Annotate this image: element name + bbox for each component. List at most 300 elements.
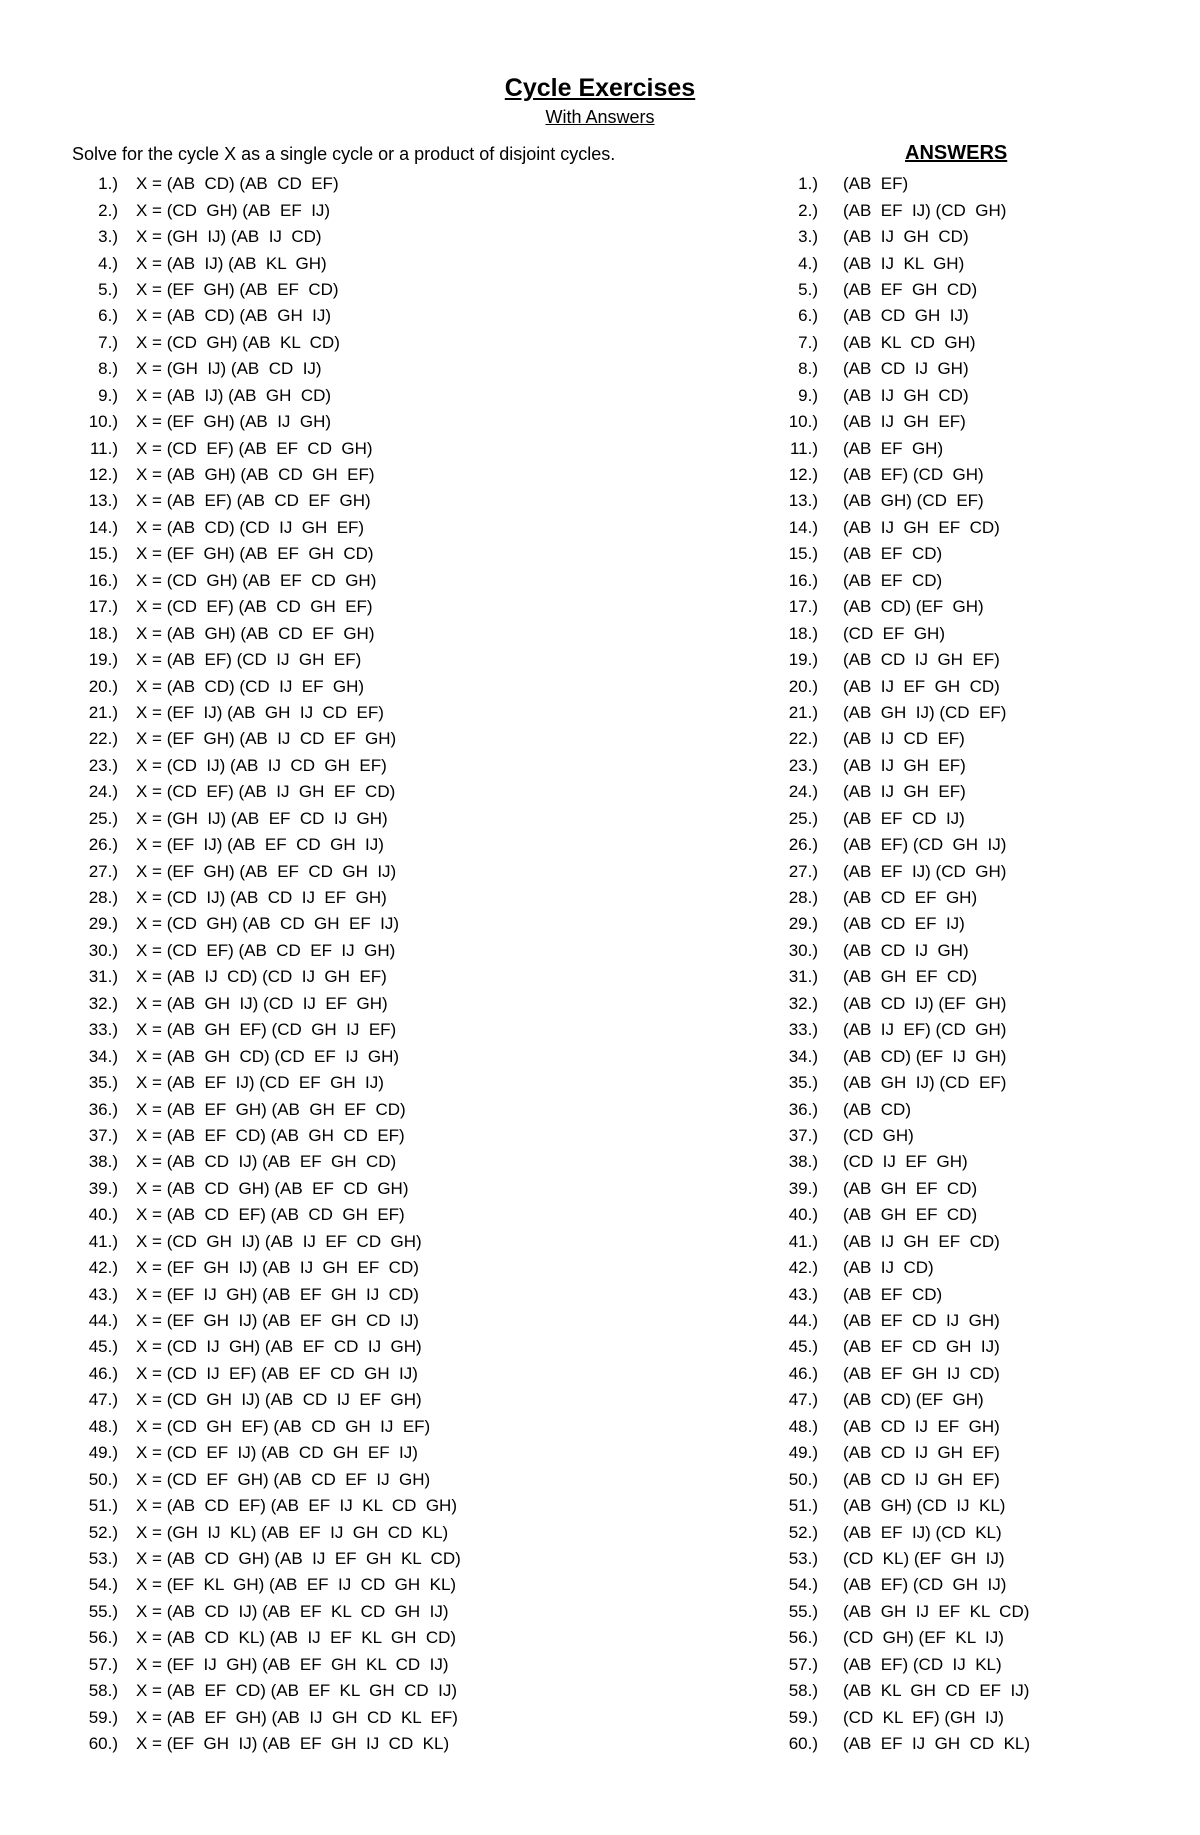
answer-row-number: 10.)	[788, 412, 818, 432]
answer-row	[760, 541, 1160, 567]
answer-row-text: (AB EF CD)	[843, 544, 943, 564]
answer-row-text: (AB IJ GH EF)	[843, 412, 966, 432]
exercise-row-number: 12.)	[88, 465, 118, 485]
exercise-row-number: 58.)	[88, 1681, 118, 1701]
exercise-row-text: X = (AB CD) (CD IJ EF GH)	[136, 676, 365, 696]
exercise-row-text: X = (EF GH) (AB EF CD GH IJ)	[136, 861, 397, 881]
answer-row-text: (AB GH) (CD IJ KL)	[843, 1496, 1006, 1516]
answer-row	[760, 435, 1160, 461]
answer-row	[760, 1466, 1160, 1492]
exercise-row-text: X = (EF IJ) (AB EF CD GH IJ)	[136, 835, 384, 855]
answer-row-text: (AB CD) (EF GH)	[843, 1390, 984, 1410]
exercise-row-number: 29.)	[88, 914, 118, 934]
answer-row-number: 28.)	[788, 888, 818, 908]
answer-row-text: (AB EF CD IJ)	[843, 808, 965, 828]
exercise-row	[60, 938, 700, 964]
answer-row-text: (AB CD IJ GH EF)	[843, 650, 1000, 670]
exercise-row-text: X = (CD EF) (AB IJ GH EF CD)	[136, 782, 396, 802]
answer-row	[760, 250, 1160, 276]
answer-row-text: (AB EF) (CD GH IJ)	[843, 835, 1007, 855]
answer-row-number: 32.)	[788, 993, 818, 1013]
answer-row	[760, 1625, 1160, 1651]
answer-row-number: 44.)	[788, 1311, 818, 1331]
exercise-row	[60, 1599, 700, 1625]
exercise-row-text: X = (EF GH IJ) (AB EF GH CD IJ)	[136, 1311, 419, 1331]
answer-row	[760, 594, 1160, 620]
answer-row-number: 45.)	[788, 1337, 818, 1357]
exercise-row-text: X = (CD GH) (AB EF CD GH)	[136, 570, 377, 590]
exercise-row-text: X = (CD EF IJ) (AB CD GH EF IJ)	[136, 1443, 418, 1463]
exercise-row-text: X = (GH IJ) (AB IJ CD)	[136, 227, 322, 247]
answer-row-number: 47.)	[788, 1390, 818, 1410]
exercise-row-number: 37.)	[88, 1125, 118, 1145]
answer-row-text: (CD GH) (EF KL IJ)	[843, 1628, 1004, 1648]
exercise-row-text: X = (AB CD EF) (AB EF IJ KL CD GH)	[136, 1496, 457, 1516]
answer-row	[760, 911, 1160, 937]
exercise-row	[60, 964, 700, 990]
instructions: Solve for the cycle X as a single cycle or a product of disjoint cycles.	[72, 144, 616, 164]
answer-row-number: 58.)	[788, 1681, 818, 1701]
exercise-row-text: X = (EF GH) (AB EF GH CD)	[136, 544, 374, 564]
exercise-row-number: 24.)	[88, 782, 118, 802]
answer-row	[760, 1387, 1160, 1413]
answer-row-text: (AB EF)	[843, 174, 909, 194]
answer-row	[760, 1149, 1160, 1175]
answer-row-text: (AB EF GH CD)	[843, 279, 978, 299]
exercise-row	[60, 620, 700, 646]
exercise-row-text: X = (AB EF CD) (AB GH CD EF)	[136, 1125, 405, 1145]
answer-row-number: 22.)	[788, 729, 818, 749]
answer-row-text: (AB IJ GH CD)	[843, 385, 969, 405]
answer-row-text: (AB CD IJ GH)	[843, 940, 969, 960]
answer-row-text: (AB EF IJ GH CD KL)	[843, 1734, 1031, 1754]
answer-row-text: (CD KL EF) (GH IJ)	[843, 1707, 1004, 1727]
exercise-row-number: 39.)	[88, 1178, 118, 1198]
answer-row	[760, 1731, 1160, 1757]
answer-row-number: 23.)	[788, 755, 818, 775]
answer-row-number: 54.)	[788, 1575, 818, 1595]
answer-row	[760, 488, 1160, 514]
exercise-row-number: 2.)	[98, 200, 118, 220]
answer-row	[760, 964, 1160, 990]
exercise-row-number: 16.)	[88, 570, 118, 590]
exercise-row	[60, 462, 700, 488]
exercise-row-text: X = (AB CD IJ) (AB EF GH CD)	[136, 1152, 397, 1172]
answer-row-text: (AB CD IJ GH)	[843, 359, 969, 379]
exercise-row-text: X = (AB CD) (AB GH IJ)	[136, 306, 332, 326]
exercise-row-text: X = (CD IJ) (AB IJ CD GH EF)	[136, 755, 387, 775]
exercise-row	[60, 673, 700, 699]
exercise-row-text: X = (EF GH IJ) (AB EF GH IJ CD KL)	[136, 1734, 450, 1754]
exercise-row	[60, 171, 700, 197]
answer-row	[760, 409, 1160, 435]
exercise-row	[60, 832, 700, 858]
answer-row-number: 51.)	[788, 1496, 818, 1516]
exercise-row-number: 33.)	[88, 1020, 118, 1040]
answer-row-text: (AB IJ GH EF CD)	[843, 1231, 1000, 1251]
answer-row-text: (AB KL GH CD EF IJ)	[843, 1681, 1030, 1701]
exercise-row-text: X = (CD EF) (AB EF CD GH)	[136, 438, 373, 458]
exercise-row-text: X = (AB EF GH) (AB GH EF CD)	[136, 1099, 406, 1119]
exercise-row	[60, 858, 700, 884]
exercise-row-text: X = (AB CD) (CD IJ GH EF)	[136, 517, 365, 537]
answer-row	[760, 885, 1160, 911]
exercise-row	[60, 594, 700, 620]
exercise-row-number: 45.)	[88, 1337, 118, 1357]
answer-row-text: (AB EF GH IJ CD)	[843, 1363, 1000, 1383]
answer-row-text: (CD EF GH)	[843, 623, 945, 643]
answer-row-text: (AB CD) (EF GH)	[843, 597, 984, 617]
answer-row	[760, 1202, 1160, 1228]
exercise-row-number: 50.)	[88, 1469, 118, 1489]
answer-row-number: 49.)	[788, 1443, 818, 1463]
exercise-row	[60, 1387, 700, 1413]
exercise-row-number: 47.)	[88, 1390, 118, 1410]
answer-row-number: 37.)	[788, 1125, 818, 1145]
exercise-row-text: X = (GH IJ KL) (AB EF IJ GH CD KL)	[136, 1522, 449, 1542]
exercise-row-number: 41.)	[88, 1231, 118, 1251]
exercise-row-text: X = (AB CD IJ) (AB EF KL CD GH IJ)	[136, 1601, 449, 1621]
exercise-row-text: X = (CD GH IJ) (AB IJ EF CD GH)	[136, 1231, 422, 1251]
exercise-row-number: 28.)	[88, 888, 118, 908]
exercise-row	[60, 753, 700, 779]
answer-row-text: (AB IJ GH CD)	[843, 227, 969, 247]
exercise-row-number: 43.)	[88, 1284, 118, 1304]
exercise-row	[60, 1096, 700, 1122]
exercise-row-text: X = (CD GH EF) (AB CD GH IJ EF)	[136, 1416, 431, 1436]
exercise-row-text: X = (CD IJ EF) (AB EF CD GH IJ)	[136, 1363, 418, 1383]
exercise-row	[60, 911, 700, 937]
answer-row-number: 15.)	[788, 544, 818, 564]
answer-row-number: 57.)	[788, 1654, 818, 1674]
exercise-row	[60, 197, 700, 223]
page-subtitle: With Answers	[545, 107, 655, 127]
exercise-row	[60, 1652, 700, 1678]
answer-row-text: (AB IJ CD)	[843, 1258, 934, 1278]
exercise-row	[60, 1414, 700, 1440]
exercise-row-text: X = (AB CD GH) (AB IJ EF GH KL CD)	[136, 1548, 461, 1568]
answer-row	[760, 779, 1160, 805]
answer-row-number: 33.)	[788, 1020, 818, 1040]
exercise-row-number: 20.)	[88, 676, 118, 696]
answer-row	[760, 1519, 1160, 1545]
exercise-row-text: X = (EF IJ) (AB GH IJ CD EF)	[136, 702, 384, 722]
answer-row-number: 2.)	[798, 200, 818, 220]
answer-row-text: (AB CD IJ GH EF)	[843, 1469, 1000, 1489]
exercise-row	[60, 1334, 700, 1360]
exercise-row-number: 56.)	[88, 1628, 118, 1648]
answer-row	[760, 1678, 1160, 1704]
exercise-row-number: 48.)	[88, 1416, 118, 1436]
exercise-row-text: X = (CD EF) (AB CD GH EF)	[136, 597, 373, 617]
answer-row-number: 55.)	[788, 1601, 818, 1621]
answer-row	[760, 356, 1160, 382]
answer-row-number: 1.)	[798, 174, 818, 194]
exercise-row-text: X = (EF GH IJ) (AB IJ GH EF CD)	[136, 1258, 419, 1278]
exercise-row-number: 21.)	[88, 702, 118, 722]
answer-row-text: (AB CD IJ) (EF GH)	[843, 993, 1007, 1013]
exercise-row-text: X = (AB IJ CD) (CD IJ GH EF)	[136, 967, 387, 987]
answer-row-number: 34.)	[788, 1046, 818, 1066]
answer-row	[760, 1255, 1160, 1281]
answer-row-number: 42.)	[788, 1258, 818, 1278]
exercise-row	[60, 885, 700, 911]
answer-row-text: (AB EF CD GH IJ)	[843, 1337, 1000, 1357]
exercise-row	[60, 1308, 700, 1334]
answer-row	[760, 1123, 1160, 1149]
exercise-row-number: 51.)	[88, 1496, 118, 1516]
exercise-row-number: 44.)	[88, 1311, 118, 1331]
exercise-row-number: 22.)	[88, 729, 118, 749]
exercise-row-number: 5.)	[98, 279, 118, 299]
answer-row-text: (AB GH EF CD)	[843, 967, 978, 987]
exercise-row-text: X = (AB GH IJ) (CD IJ EF GH)	[136, 993, 388, 1013]
exercise-row-number: 59.)	[88, 1707, 118, 1727]
answer-row-number: 24.)	[788, 782, 818, 802]
exercise-row	[60, 726, 700, 752]
answer-row-number: 21.)	[788, 702, 818, 722]
answer-row	[760, 1281, 1160, 1307]
exercise-row-number: 36.)	[88, 1099, 118, 1119]
answer-row-text: (AB EF IJ) (CD GH)	[843, 861, 1007, 881]
answer-row-text: (AB EF CD)	[843, 1284, 943, 1304]
answer-row-number: 26.)	[788, 835, 818, 855]
answer-row-text: (AB GH) (CD EF)	[843, 491, 984, 511]
exercise-row-text: X = (EF KL GH) (AB EF IJ CD GH KL)	[136, 1575, 457, 1595]
answer-row-text: (AB CD EF GH)	[843, 888, 978, 908]
exercise-row	[60, 250, 700, 276]
exercise-row	[60, 568, 700, 594]
exercise-row	[60, 1123, 700, 1149]
exercise-row	[60, 1255, 700, 1281]
answer-row-number: 50.)	[788, 1469, 818, 1489]
answer-row	[760, 1546, 1160, 1572]
exercise-row-number: 52.)	[88, 1522, 118, 1542]
answer-row	[760, 1043, 1160, 1069]
answer-row-text: (AB GH EF CD)	[843, 1178, 978, 1198]
exercise-row-number: 7.)	[98, 332, 118, 352]
exercise-row-text: X = (AB CD) (AB CD EF)	[136, 174, 339, 194]
answer-row-text: (AB CD) (EF IJ GH)	[843, 1046, 1007, 1066]
answer-row-number: 36.)	[788, 1099, 818, 1119]
exercise-row-number: 54.)	[88, 1575, 118, 1595]
exercise-row	[60, 1625, 700, 1651]
exercise-row-number: 27.)	[88, 861, 118, 881]
exercise-row-number: 14.)	[88, 517, 118, 537]
exercise-row-text: X = (AB CD GH) (AB EF CD GH)	[136, 1178, 409, 1198]
answer-row	[760, 726, 1160, 752]
answer-row-text: (AB IJ GH EF CD)	[843, 517, 1000, 537]
answer-row	[760, 330, 1160, 356]
exercise-row-number: 26.)	[88, 835, 118, 855]
answer-row-number: 3.)	[798, 227, 818, 247]
answer-row-number: 12.)	[788, 465, 818, 485]
answer-row-number: 48.)	[788, 1416, 818, 1436]
answer-row-number: 16.)	[788, 570, 818, 590]
answer-row	[760, 277, 1160, 303]
exercise-row-number: 9.)	[98, 385, 118, 405]
exercise-row	[60, 541, 700, 567]
exercise-row	[60, 1493, 700, 1519]
exercise-row-number: 42.)	[88, 1258, 118, 1278]
exercise-row	[60, 806, 700, 832]
answer-row-text: (AB IJ CD EF)	[843, 729, 965, 749]
exercise-row-number: 19.)	[88, 650, 118, 670]
exercise-row-number: 55.)	[88, 1601, 118, 1621]
exercise-row-text: X = (AB GH) (AB CD EF GH)	[136, 623, 375, 643]
exercise-list	[60, 171, 700, 1757]
answer-row-text: (AB CD GH IJ)	[843, 306, 969, 326]
answer-row-number: 6.)	[798, 306, 818, 326]
exercise-row-text: X = (AB GH CD) (CD EF IJ GH)	[136, 1046, 400, 1066]
answer-row-text: (AB IJ GH EF)	[843, 782, 966, 802]
answer-row	[760, 1334, 1160, 1360]
answer-row-text: (AB IJ GH EF)	[843, 755, 966, 775]
answer-row	[760, 620, 1160, 646]
answer-row	[760, 1704, 1160, 1730]
answer-row-number: 31.)	[788, 967, 818, 987]
answer-row-text: (AB IJ EF GH CD)	[843, 676, 1000, 696]
exercise-row	[60, 1704, 700, 1730]
exercise-row-text: X = (CD EF GH) (AB CD EF IJ GH)	[136, 1469, 431, 1489]
exercise-row	[60, 1149, 700, 1175]
answer-row	[760, 1176, 1160, 1202]
answer-row-text: (AB EF) (CD GH IJ)	[843, 1575, 1007, 1595]
answer-list	[760, 171, 1160, 1757]
answer-row-number: 7.)	[798, 332, 818, 352]
exercise-row-number: 31.)	[88, 967, 118, 987]
exercise-row	[60, 383, 700, 409]
answer-row	[760, 832, 1160, 858]
answer-row-number: 17.)	[788, 597, 818, 617]
exercise-row-number: 4.)	[98, 253, 118, 273]
answer-row-number: 8.)	[798, 359, 818, 379]
answer-row-text: (AB EF CD IJ GH)	[843, 1311, 1000, 1331]
answer-row-text: (AB CD)	[843, 1099, 911, 1119]
exercise-row-text: X = (CD GH) (AB EF IJ)	[136, 200, 331, 220]
answer-row	[760, 1070, 1160, 1096]
answer-row-number: 9.)	[798, 385, 818, 405]
exercise-row	[60, 1017, 700, 1043]
answer-row	[760, 1652, 1160, 1678]
answer-row-number: 14.)	[788, 517, 818, 537]
exercise-row-number: 46.)	[88, 1363, 118, 1383]
exercise-row-text: X = (CD IJ) (AB CD IJ EF GH)	[136, 888, 387, 908]
answer-row	[760, 1229, 1160, 1255]
exercise-row-text: X = (AB IJ) (AB GH CD)	[136, 385, 332, 405]
answer-row-text: (AB EF IJ) (CD GH)	[843, 200, 1007, 220]
exercise-row-number: 30.)	[88, 940, 118, 960]
answer-row-number: 11.)	[789, 438, 818, 458]
answer-row	[760, 197, 1160, 223]
answer-row	[760, 462, 1160, 488]
exercise-row	[60, 277, 700, 303]
exercise-row-number: 35.)	[88, 1073, 118, 1093]
exercise-row-text: X = (CD GH IJ) (AB CD IJ EF GH)	[136, 1390, 422, 1410]
answer-row-text: (AB GH IJ) (CD EF)	[843, 1073, 1007, 1093]
answer-row	[760, 303, 1160, 329]
exercise-row	[60, 1546, 700, 1572]
answer-row	[760, 673, 1160, 699]
answer-row-number: 60.)	[788, 1734, 818, 1754]
exercise-row-number: 3.)	[98, 227, 118, 247]
answer-row-text: (AB EF) (CD GH)	[843, 465, 984, 485]
exercise-row	[60, 1043, 700, 1069]
exercise-row	[60, 488, 700, 514]
answer-row	[760, 1440, 1160, 1466]
exercise-row	[60, 515, 700, 541]
answer-row-number: 5.)	[798, 279, 818, 299]
answer-row-text: (AB CD IJ GH EF)	[843, 1443, 1000, 1463]
answer-row-number: 30.)	[788, 940, 818, 960]
exercise-row	[60, 647, 700, 673]
exercise-row-text: X = (EF IJ GH) (AB EF GH KL CD IJ)	[136, 1654, 449, 1674]
exercise-row	[60, 224, 700, 250]
answer-row-number: 39.)	[788, 1178, 818, 1198]
answer-row	[760, 1308, 1160, 1334]
answer-row-text: (AB IJ KL GH)	[843, 253, 965, 273]
exercise-row-text: X = (CD GH) (AB CD GH EF IJ)	[136, 914, 400, 934]
answer-row	[760, 1599, 1160, 1625]
exercise-row-text: X = (AB GH) (AB CD GH EF)	[136, 465, 375, 485]
answer-row	[760, 938, 1160, 964]
answer-row-text: (CD KL) (EF GH IJ)	[843, 1548, 1005, 1568]
page-title: Cycle Exercises	[504, 74, 696, 102]
answer-row	[760, 753, 1160, 779]
answer-row-text: (AB EF CD)	[843, 570, 943, 590]
exercise-row-text: X = (AB EF) (AB CD EF GH)	[136, 491, 371, 511]
exercise-row-text: X = (AB EF IJ) (CD EF GH IJ)	[136, 1073, 384, 1093]
exercise-row-text: X = (AB IJ) (AB KL GH)	[136, 253, 327, 273]
exercise-row-number: 38.)	[88, 1152, 118, 1172]
answer-row-number: 46.)	[788, 1363, 818, 1383]
answer-row-number: 20.)	[788, 676, 818, 696]
exercise-row	[60, 1070, 700, 1096]
answer-row-text: (CD IJ EF GH)	[843, 1152, 968, 1172]
exercise-row-number: 49.)	[88, 1443, 118, 1463]
exercise-row-number: 10.)	[88, 412, 118, 432]
exercise-row-text: X = (EF GH) (AB IJ GH)	[136, 412, 332, 432]
answer-row-number: 59.)	[788, 1707, 818, 1727]
exercise-row-number: 57.)	[88, 1654, 118, 1674]
exercise-row-text: X = (GH IJ) (AB CD IJ)	[136, 359, 322, 379]
exercise-row-number: 32.)	[88, 993, 118, 1013]
exercise-row	[60, 1519, 700, 1545]
answer-row-text: (AB EF) (CD IJ KL)	[843, 1654, 1002, 1674]
answer-row-text: (AB IJ EF) (CD GH)	[843, 1020, 1007, 1040]
answer-row	[760, 224, 1160, 250]
answer-row-text: (AB GH EF CD)	[843, 1205, 978, 1225]
answer-row	[760, 383, 1160, 409]
answer-row	[760, 1017, 1160, 1043]
exercise-row	[60, 1440, 700, 1466]
exercise-row	[60, 435, 700, 461]
exercise-row-number: 23.)	[88, 755, 118, 775]
exercise-row	[60, 303, 700, 329]
answer-row-number: 53.)	[788, 1548, 818, 1568]
exercise-row-text: X = (AB GH EF) (CD GH IJ EF)	[136, 1020, 397, 1040]
exercise-row-text: X = (AB EF GH) (AB IJ GH CD KL EF)	[136, 1707, 458, 1727]
answer-row-number: 56.)	[788, 1628, 818, 1648]
exercise-row	[60, 1731, 700, 1757]
answer-row-number: 52.)	[788, 1522, 818, 1542]
answer-row-text: (AB EF IJ) (CD KL)	[843, 1522, 1002, 1542]
exercise-row-text: X = (EF GH) (AB EF CD)	[136, 279, 339, 299]
exercise-row	[60, 1361, 700, 1387]
answer-row-text: (CD GH)	[843, 1125, 914, 1145]
exercise-row	[60, 1202, 700, 1228]
exercise-row	[60, 1572, 700, 1598]
